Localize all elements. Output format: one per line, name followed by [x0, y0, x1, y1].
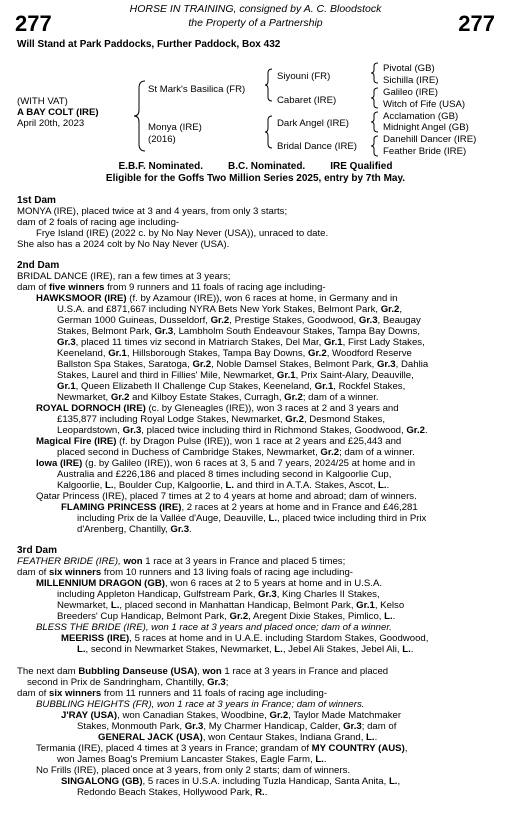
dam-sire: Dark Angel (IRE) — [277, 118, 349, 129]
consignor-line: HORSE IN TRAINING, consigned by A. C. Bloodstock — [129, 3, 382, 15]
horse-name: HAWKSMOOR (IRE) — [36, 293, 127, 304]
vat-note: (WITH VAT) — [17, 96, 68, 107]
produce-record: Newmarket, L., placed second in Manhattan Handicap, Belmont Park, Gr.1, Kelso — [57, 600, 405, 611]
next-dam-line: dam of six winners from 11 runners and 11 foals of racing age including- — [17, 688, 328, 699]
sire-dam: Cabaret (IRE) — [277, 95, 337, 106]
produce-record: Qatar Princess (IRE), placed 7 times at 2 to 4 years at home and abroad; dam of winners. — [36, 491, 417, 502]
produce-record: Leopardstown, Gr.3, placed twice including third in Richmond Stakes, Goodwood, Gr.2. — [57, 425, 428, 436]
second-dam-line: BRIDAL DANCE (IRE), ran a few times at 3 years; — [17, 271, 231, 282]
produce-record: HAWKSMOOR (IRE) (f. by Azamour (IRE)), won 6 races at home, in Germany and in — [36, 293, 398, 304]
stable-location: Will Stand at Park Paddocks, Further Paddock, Box 432 — [17, 39, 281, 50]
horse-name: MILLENNIUM DRAGON (GB) — [36, 578, 165, 589]
horse-name: A BAY COLT (IRE) — [17, 107, 99, 118]
produce-record: Stakes, Laurel and third in Fillies' Mile, Newmarket, Gr.1, Prix Saint-Alary, Deauville, — [57, 370, 414, 381]
dam-dam-sire: Danehill Dancer (IRE) — [383, 134, 477, 145]
next-dam-line: The next dam Bubbling Danseuse (USA), won 1 race at 3 years in France and placed — [17, 666, 389, 677]
sire-sire-sire: Pivotal (GB) — [383, 63, 435, 74]
produce-record: Stakes, Belmont Park, Gr.3, Lambholm South Endeavour Stakes, Tampa Bay Downs, — [57, 326, 420, 337]
sire-sire: Siyouni (FR) — [277, 71, 331, 82]
pedigree-bracket-main — [133, 80, 147, 152]
sire-dam-sire: Galileo (IRE) — [383, 87, 438, 98]
produce-record: ROYAL DORNOCH (IRE) (c. by Gleneagles (IRE)), won 3 races at 2 and 3 years and — [36, 403, 399, 414]
pedigree-bracket-ds — [370, 111, 380, 133]
foaling-date: April 20th, 2023 — [17, 118, 85, 129]
produce-record: including Appleton Handicap, Gulfstream Park, Gr.3, King Charles II Stakes, — [57, 589, 380, 600]
sire: St Mark's Basilica (FR) — [148, 84, 246, 95]
produce-record: Keeneland, Gr.1, Hillsborough Stakes, Tampa Bay Downs, Gr.2, Woodford Reserve — [57, 348, 412, 359]
produce-record: won James Boag's Premium Lancaster Stakes, Eagle Farm, L.. — [57, 754, 327, 765]
produce-record: Redondo Beach Stakes, Hollywood Park, R.. — [77, 787, 268, 798]
ebf-nomination: E.B.F. Nominated. — [118, 161, 203, 172]
horse-name: SINGALONG (GB) — [61, 776, 143, 787]
second-dam-heading: 2nd Dam — [17, 260, 60, 271]
produce-record: GENERAL JACK (USA), won Centaur Stakes, Indiana Grand, L.. — [98, 732, 378, 743]
produce-record: Termania (IRE), placed 4 times at 3 years in France; grandam of MY COUNTRY (AUS), — [36, 743, 408, 754]
first-dam-heading: 1st Dam — [17, 195, 56, 206]
pedigree-bracket-dam — [264, 115, 274, 149]
horse-name: Iowa (IRE) — [36, 458, 83, 469]
pedigree-bracket-sire — [264, 68, 274, 102]
produce-record: MEERISS (IRE), 5 races at home and in U.A.E. including Stardom Stakes, Goodwood, — [61, 633, 429, 644]
produce-record: BLESS THE BRIDE (IRE), won 1 race at 3 years and placed once; dam of a winner. — [36, 622, 392, 633]
lot-number-left: 277 — [15, 11, 52, 36]
sire-dam-dam: Witch of Fife (USA) — [383, 99, 466, 110]
produce-record: placed second in Duchess of Cambridge Stakes, Newmarket, Gr.2; dam of a winner. — [57, 447, 415, 458]
nominations-line — [0, 161, 511, 172]
third-dam-line: dam of six winners from 10 runners and 13 living foals of racing age including- — [17, 567, 353, 578]
produce-record: No Frills (IRE), placed once at 3 years, from only 2 starts; dam of winners. — [36, 765, 351, 776]
horse-name: ROYAL DORNOCH (IRE) — [36, 403, 146, 414]
dam-year: (2016) — [148, 134, 176, 145]
produce-record: German 1000 Guineas, Dusseldorf, Gr.2, Prestige Stakes, Goodwood, Gr.3, Beaugay — [57, 315, 421, 326]
produce-record: including Prix de la Vallée d'Auge, Deauville, L., placed twice including third in Prix — [77, 513, 427, 524]
sire-sire-dam: Sichilla (IRE) — [383, 75, 439, 86]
first-dam-line: She also has a 2024 colt by No Nay Never (USA). — [17, 239, 230, 250]
produce-record: Iowa (IRE) (g. by Galileo (IRE)), won 6 races at 3, 5 and 7 years, 2024/25 at home and in — [36, 458, 416, 469]
produce-record: £135,877 including Royal Lodge Stakes, Newmarket, Gr.2, Desmond Stakes, — [57, 414, 385, 425]
produce-record: Ballston Spa Stakes, Saratoga, Gr.2, Noble Damsel Stakes, Belmont Park, Gr.3, Dahlia — [57, 359, 429, 370]
bc-nomination: B.C. Nominated. — [227, 161, 306, 172]
produce-record: Breeders' Cup Handicap, Belmont Park, Gr.2, Aregent Dixie Stakes, Pimlico, L.. — [57, 611, 396, 622]
produce-record: Stakes, Monmouth Park, Gr.3, My Charmer Handicap, Calder, Gr.3; dam of — [77, 721, 397, 732]
produce-record: FLAMING PRINCESS (IRE), 2 races at 2 years at home and in France and £46,281 — [61, 502, 418, 513]
dam-sire-dam: Midnight Angel (GB) — [383, 122, 469, 133]
horse-name: MEERISS (IRE) — [61, 633, 130, 644]
produce-record: MILLENNIUM DRAGON (GB), won 6 races at 2 to 5 years at home and in U.S.A. — [36, 578, 383, 589]
produce-record: Gr.1, Queen Elizabeth II Challenge Cup Stakes, Keeneland, Gr.1, Rockfel Stakes, — [57, 381, 406, 392]
produce-record: Newmarket, Gr.2 and Kilboy Estate Stakes, Curragh, Gr.2; dam of a winner. — [57, 392, 379, 403]
produce-record: J'RAY (USA), won Canadian Stakes, Woodbine, Gr.2, Taylor Made Matchmaker — [61, 710, 402, 721]
horse-name: MY COUNTRY (AUS) — [311, 743, 405, 754]
produce-record: SINGALONG (GB), 5 races in U.S.A. including Tuzla Handicap, Santa Anita, L., — [61, 776, 401, 787]
pedigree-bracket-ss — [370, 62, 380, 84]
produce-record: Gr.3, placed 11 times viz second in Matriarch Stakes, Del Mar, Gr.1, First Lady Stakes, — [57, 337, 425, 348]
dam-dam: Bridal Dance (IRE) — [277, 141, 357, 152]
dam-dam-dam: Feather Bride (IRE) — [383, 146, 467, 157]
produce-record: BUBBLING HEIGHTS (FR), won 1 race at 3 years in France; dam of winners. — [36, 699, 365, 710]
horse-name: FLAMING PRINCESS (IRE) — [61, 502, 182, 513]
produce-record: d'Arenberg, Chantilly, Gr.3. — [77, 524, 192, 535]
next-dam-line: second in Prix de Sandringham, Chantilly, Gr.3; — [27, 677, 229, 688]
ire-qualified: IRE Qualified — [330, 161, 393, 172]
lot-number-right: 277 — [458, 11, 495, 36]
goffs-eligibility: Eligible for the Goffs Two Million Series 2025, entry by 7th May. — [105, 173, 406, 184]
horse-name: J'RAY (USA) — [61, 710, 118, 721]
produce-record: Magical Fire (IRE) (f. by Dragon Pulse (IRE)), won 1 race at 2 years and £25,443 and — [36, 436, 402, 447]
first-dam-line: dam of 2 foals of racing age including- — [17, 217, 180, 228]
property-line: the Property of a Partnership — [188, 17, 323, 29]
dam: Monya (IRE) — [148, 122, 202, 133]
produce-record: L., second in Newmarket Stakes, Newmarket, L., Jebel Ali Stakes, Jebel Ali, L.. — [77, 644, 414, 655]
first-dam-foal: Frye Island (IRE) (2022 c. by No Nay Never (USA)), unraced to date. — [36, 228, 329, 239]
horse-name: Magical Fire (IRE) — [36, 436, 117, 447]
produce-record: Kalgoorlie, L., Boulder Cup, Kalgoorlie, L. and third in A.T.A. Stakes, Ascot, L.. — [57, 480, 390, 491]
pedigree-bracket-sd — [370, 87, 380, 109]
dam-sire-sire: Acclamation (GB) — [383, 111, 459, 122]
produce-record: U.S.A. and £871,667 including NYRA Bets New York Stakes, Belmont Park, Gr.2, — [57, 304, 403, 315]
produce-record: Australia and £226,186 and placed 8 times including second in Kalgoorlie Cup, — [57, 469, 392, 480]
second-dam-line: dam of five winners from 9 runners and 11 foals of racing age including- — [17, 282, 326, 293]
first-dam-line: MONYA (IRE), placed twice at 3 and 4 years, from only 3 starts; — [17, 206, 288, 217]
pedigree-bracket-dd — [370, 135, 380, 157]
third-dam-line: FEATHER BRIDE (IRE), won 1 race at 3 years in France and placed 5 times; — [17, 556, 346, 567]
third-dam-heading: 3rd Dam — [17, 545, 58, 556]
horse-name: GENERAL JACK (USA) — [98, 732, 203, 743]
